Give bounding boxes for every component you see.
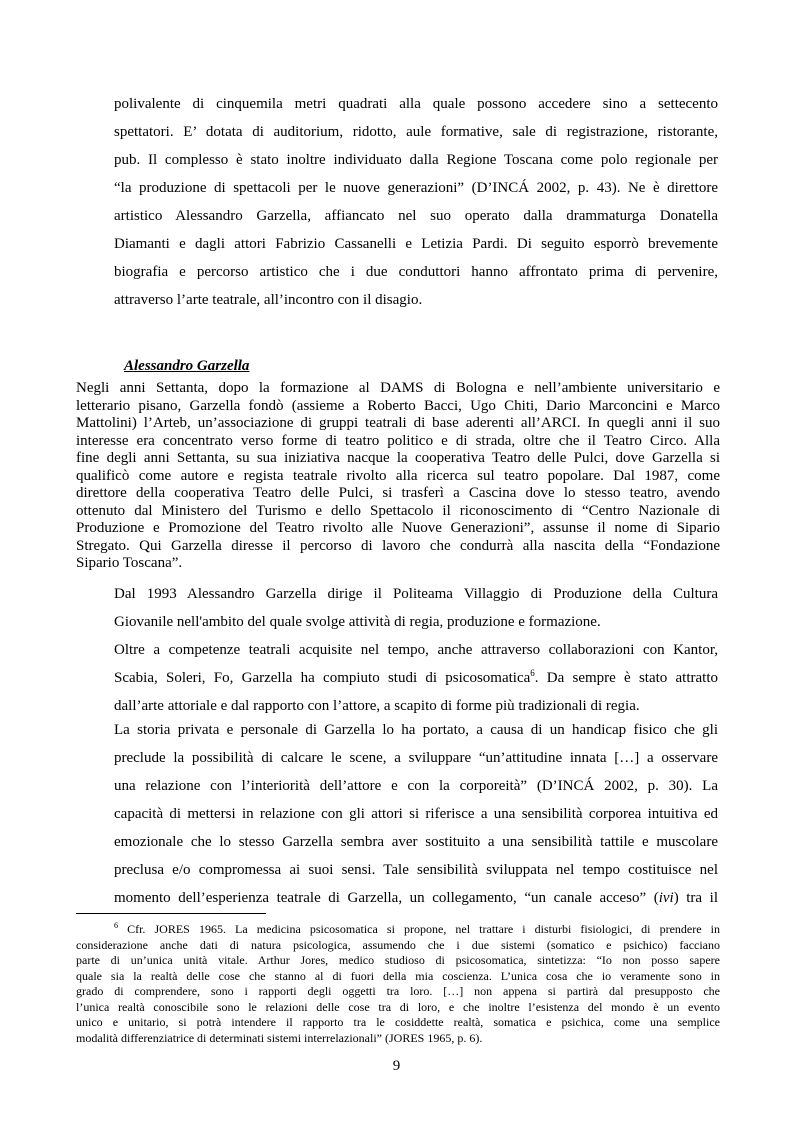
- paragraph-line: [114, 664, 718, 692]
- text-run: . Da sempre è stato attratto: [534, 670, 718, 686]
- paragraph-line: dall’arte attoriale e dal rapporto con l’attore, a scapito di forme più tradizionali di regia.: [114, 698, 640, 714]
- bio-line: Produzione e Promozione del Teatro rivolto alle Nuove Generazioni”, assunse il nome di Sipario: [76, 520, 720, 536]
- intro-line: biografia e percorso artistico che i due conduttori hanno affrontato prima di pervenire,: [114, 264, 718, 280]
- bio-line: qualificò come autore e regista teatrale rivolto alla ricerca sul teatro popolare. Dal 1987, come: [76, 467, 720, 484]
- footnote-line: [76, 922, 720, 938]
- intro-line: Diamanti e dagli attori Fabrizio Cassanelli e Letizia Pardi. Di seguito esporrò brevemente: [114, 236, 718, 252]
- footnote: [76, 922, 720, 1046]
- bio-line: Sipario Toscana”.: [76, 555, 183, 571]
- bio-line: ottenuto dal Ministero del Turismo e dello Spettacolo il riconoscimento di “Centro Nazionale di: [76, 502, 720, 519]
- paragraph-line: Giovanile nell'ambito del quale svolge attività di regia, produzione e formazione.: [114, 614, 601, 630]
- bio-line: Stregato. Qui Garzella diresse il percorso di lavoro che condurrà alla nascita della “Fondazione: [76, 537, 720, 554]
- text-run: Cfr. JORES 1965. La medicina psicosomatica si propone, nel trattare i disturbi fisiologici, di prendere in: [118, 922, 720, 936]
- bio-line: direttore della cooperativa Teatro delle Pulci, si trasferì a Cascina dove lo stesso teatro, avendo: [76, 485, 720, 501]
- bio-line: Mattolini) l’Arteb, un’associazione di gruppi teatrali di base aderenti all’ARCI. In quegli anni il suo: [76, 415, 720, 431]
- bio-line: interesse era concentrato verso forme di teatro politico e di strada, oltre che il Teatro Circo. Alla: [76, 432, 720, 449]
- intro-line: attraverso l’arte teatrale, all’incontro con il disagio.: [114, 292, 423, 308]
- footnote-line: parte di un’unica unità vitale. Arthur Jores, medico studioso di psicosomatica, sintetizza: “Io non posso sapere: [76, 953, 720, 967]
- paragraph-line: una relazione con l’interiorità dell’attore e con la corporeità” (D’INCÁ 2002, p. 30). La: [114, 778, 718, 794]
- intro-line: polivalente di cinquemila metri quadrati alla quale possono accedere sino a settecento: [114, 96, 718, 112]
- footnote-reference: 6: [530, 668, 535, 678]
- footnote-line: l’unica realtà conoscibile sono le relazioni delle cose tra di loro, e che inoltre l’esistenza del mondo è un evento: [76, 999, 720, 1014]
- paragraph-line: preclude la possibilità di calcare le scene, a sviluppare “un’attitudine innata […] a osservare: [114, 750, 718, 766]
- paragraph-line: emozionale che lo stesso Garzella sembra aver sostituito a una sensibilità tattile e muscolare: [114, 834, 718, 850]
- text-run: Scabia, Soleri, Fo, Garzella ha compiuto studi di psicosomatica: [114, 670, 531, 686]
- intro-line: pub. Il complesso è stato inoltre individuato dalla Regione Toscana come polo regionale per: [114, 152, 718, 168]
- paragraph-line: Dal 1993 Alessandro Garzella dirige il Politeama Villaggio di Produzione della Cultura: [114, 586, 718, 602]
- paragraph-line: La storia privata e personale di Garzella lo ha portato, a causa di un handicap fisico che gli: [114, 722, 718, 738]
- section-heading: Alessandro Garzella: [124, 358, 250, 374]
- page-number: 9: [392, 1058, 401, 1074]
- footnote-line: grado di comprendere, sono i rapporti degli oggetti tra loro. […] non appena si partirà dal presupposto che: [76, 984, 720, 998]
- paragraph-line: preclusa e/o compromessa ai suoi sensi. Tale sensibilità sviluppata nel tempo costituisce nel: [114, 862, 718, 878]
- paragraph-line: [114, 884, 718, 912]
- text-run: momento dell’esperienza teatrale di Garzella, un collegamento, “un canale acceso” (: [114, 890, 659, 906]
- bio-line: letterario pisano, Garzella fondò (assieme a Roberto Bacci, Ugo Chiti, Dario Marconcini e Marco: [76, 397, 720, 414]
- intro-line: artistico Alessandro Garzella, affiancato nel suo operato dalla drammaturga Donatella: [114, 208, 718, 224]
- intro-line: spettatori. E’ dotata di auditorium, ridotto, aule formative, sale di registrazione, ristorante,: [114, 124, 718, 140]
- footnote-line: quale sia la realtà delle cose che stanno al di fuori della mia coscienza. L’unica cosa che io veramente sono in: [76, 968, 720, 983]
- paragraph-politeama: [114, 580, 718, 636]
- footnote-line: modalità differenziatrice di determinati sistemi interrelazionali” (JORES 1965, p. 6).: [76, 1030, 483, 1045]
- bio-line: Negli anni Settanta, dopo la formazione al DAMS di Bologna e nell’ambiente universitario e: [76, 380, 720, 396]
- footnote-line: considerazione anche dati di natura psicologica, assumendo che i due sistemi (somatico e psichico) facciano: [76, 937, 720, 952]
- footnote-number: 6: [114, 921, 118, 930]
- paragraph-storia: [114, 716, 718, 912]
- intro-paragraph: [114, 90, 718, 314]
- bio-paragraph: [76, 380, 720, 573]
- bio-line: fine degli anni Settanta, su sua iniziativa nacque la cooperativa Teatro delle Pulci, dove Garzella si: [76, 450, 720, 466]
- italic-text: ivi: [658, 890, 674, 906]
- paragraph-competenze: [114, 636, 718, 720]
- footnote-line: unico e unitario, si potrà intendere il rapporto tra le cosiddette realtà, somatica e psichica, come una semplice: [76, 1015, 720, 1029]
- footnote-separator: [76, 913, 266, 914]
- paragraph-line: capacità di mettersi in relazione con gli attori si riferisce a una sensibilità corporea intuitiva ed: [114, 806, 718, 822]
- text-run: ) tra il: [673, 890, 718, 906]
- intro-line: “la produzione di spettacoli per le nuove generazioni” (D’INCÁ 2002, p. 43). Ne è direttore: [114, 180, 718, 196]
- paragraph-line: Oltre a competenze teatrali acquisite nel tempo, anche attraverso collaborazioni con Kantor,: [114, 642, 718, 658]
